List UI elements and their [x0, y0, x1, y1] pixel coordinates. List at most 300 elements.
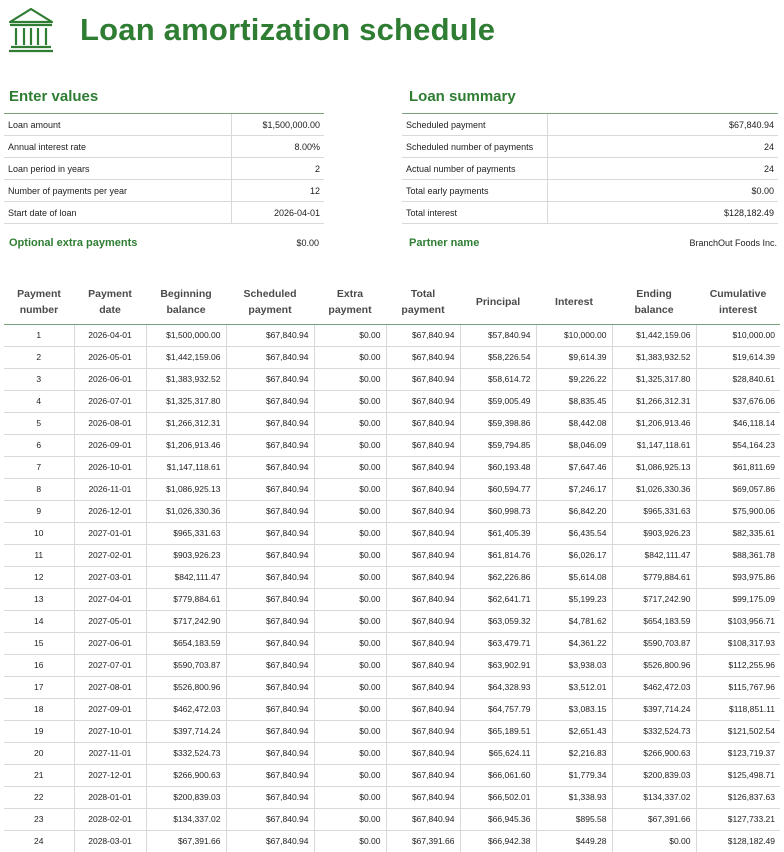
principal-cell: $64,757.79 — [460, 698, 536, 720]
input-row-interest-rate — [4, 136, 324, 158]
table-row — [4, 610, 780, 632]
extra-payment-cell: $0.00 — [314, 346, 386, 368]
summary-row-early-payments — [402, 180, 778, 202]
interest-cell: $6,435.54 — [536, 522, 612, 544]
payment-date-cell: 2026-07-01 — [74, 390, 146, 412]
payment-number-cell: 14 — [4, 610, 74, 632]
interest-cell: $449.28 — [536, 830, 612, 852]
extra-payment-cell: $0.00 — [314, 676, 386, 698]
input-label: Number of payments per year — [4, 180, 232, 201]
column-header-text: payment — [248, 303, 292, 316]
summary-label: Actual number of payments — [402, 158, 548, 179]
payment-number-cell: 20 — [4, 742, 74, 764]
bank-icon — [6, 5, 56, 55]
extra-payment-cell: $0.00 — [314, 522, 386, 544]
cumulative-interest-cell: $75,900.06 — [696, 500, 780, 522]
beginning-balance-cell: $1,442,159.06 — [146, 346, 226, 368]
partner-value[interactable]: BranchOut Foods Inc. — [689, 238, 777, 248]
payment-date-cell: 2027-08-01 — [74, 676, 146, 698]
extra-payment-cell: $0.00 — [314, 500, 386, 522]
loan-amount-value[interactable]: $1,500,000.00 — [262, 119, 320, 130]
beginning-balance-cell: $842,111.47 — [146, 566, 226, 588]
total-payment-cell: $67,840.94 — [386, 346, 460, 368]
interest-cell: $1,338.93 — [536, 786, 612, 808]
interest-cell: $7,246.17 — [536, 478, 612, 500]
principal-cell: $65,624.11 — [460, 742, 536, 764]
total-payment-cell: $67,840.94 — [386, 610, 460, 632]
partner-label: Partner name — [409, 237, 480, 249]
input-label: Loan amount — [4, 114, 232, 135]
payment-date-cell: 2027-06-01 — [74, 632, 146, 654]
ending-balance-cell: $266,900.63 — [612, 742, 696, 764]
total-payment-cell: $67,840.94 — [386, 786, 460, 808]
scheduled-payment-cell: $67,840.94 — [226, 764, 314, 786]
column-header-extra-payment — [314, 280, 386, 324]
ending-balance-cell: $965,331.63 — [612, 500, 696, 522]
interest-cell: $3,083.15 — [536, 698, 612, 720]
total-payment-cell: $67,840.94 — [386, 720, 460, 742]
principal-cell: $63,479.71 — [460, 632, 536, 654]
principal-cell: $60,998.73 — [460, 500, 536, 522]
ending-balance-cell: $1,026,330.36 — [612, 478, 696, 500]
start-date-value[interactable]: 2026-04-01 — [273, 207, 320, 218]
column-header-text: Total — [410, 287, 436, 300]
interest-cell: $10,000.00 — [536, 324, 612, 346]
extra-payment-cell: $0.00 — [314, 478, 386, 500]
actual-count-value: 24 — [763, 163, 774, 174]
column-header-text: Cumulative — [709, 287, 767, 300]
partner-row — [409, 234, 777, 252]
column-header-text: date — [99, 303, 121, 316]
interest-cell: $3,512.01 — [536, 676, 612, 698]
column-header-text: number — [19, 303, 59, 316]
principal-cell: $62,641.71 — [460, 588, 536, 610]
summary-label: Scheduled number of payments — [402, 136, 548, 157]
beginning-balance-cell: $903,926.23 — [146, 544, 226, 566]
beginning-balance-cell: $654,183.59 — [146, 632, 226, 654]
table-row — [4, 742, 780, 764]
input-label: Annual interest rate — [4, 136, 232, 157]
beginning-balance-cell: $266,900.63 — [146, 764, 226, 786]
cumulative-interest-cell: $123,719.37 — [696, 742, 780, 764]
table-row — [4, 566, 780, 588]
beginning-balance-cell: $200,839.03 — [146, 786, 226, 808]
payment-date-cell: 2028-03-01 — [74, 830, 146, 852]
beginning-balance-cell: $590,703.87 — [146, 654, 226, 676]
column-header-text: interest — [719, 303, 757, 316]
payment-number-cell: 5 — [4, 412, 74, 434]
ending-balance-cell: $1,147,118.61 — [612, 434, 696, 456]
interest-cell: $4,781.62 — [536, 610, 612, 632]
payment-number-cell: 7 — [4, 456, 74, 478]
cumulative-interest-cell: $108,317.93 — [696, 632, 780, 654]
total-payment-cell: $67,840.94 — [386, 434, 460, 456]
cumulative-interest-cell: $115,767.96 — [696, 676, 780, 698]
column-header-payment-number — [4, 280, 74, 324]
optional-extra-value[interactable]: $0.00 — [296, 238, 319, 248]
input-row-payments-per-year — [4, 180, 324, 202]
table-row — [4, 786, 780, 808]
input-row-loan-amount — [4, 114, 324, 136]
beginning-balance-cell: $1,086,925.13 — [146, 478, 226, 500]
extra-payment-cell: $0.00 — [314, 566, 386, 588]
interest-cell: $1,779.34 — [536, 764, 612, 786]
principal-cell: $60,193.48 — [460, 456, 536, 478]
summary-row-actual-count — [402, 158, 778, 180]
interest-cell: $5,199.23 — [536, 588, 612, 610]
summary-row-scheduled-count — [402, 136, 778, 158]
beginning-balance-cell: $779,884.61 — [146, 588, 226, 610]
cumulative-interest-cell: $121,502.54 — [696, 720, 780, 742]
principal-cell: $64,328.93 — [460, 676, 536, 698]
beginning-balance-cell: $1,147,118.61 — [146, 456, 226, 478]
input-label: Loan period in years — [4, 158, 232, 179]
optional-extra-label: Optional extra payments — [9, 237, 138, 249]
input-row-loan-period — [4, 158, 324, 180]
interest-cell: $2,216.83 — [536, 742, 612, 764]
enter-values-table — [4, 113, 324, 224]
total-payment-cell: $67,840.94 — [386, 588, 460, 610]
scheduled-payment-cell: $67,840.94 — [226, 522, 314, 544]
beginning-balance-cell: $1,206,913.46 — [146, 434, 226, 456]
column-header-text: Scheduled — [243, 287, 297, 300]
payment-number-cell: 16 — [4, 654, 74, 676]
interest-rate-value[interactable]: 8.00% — [294, 141, 320, 152]
column-header-text: payment — [401, 303, 445, 316]
beginning-balance-cell: $397,714.24 — [146, 720, 226, 742]
cumulative-interest-cell: $69,057.86 — [696, 478, 780, 500]
optional-extra-row — [9, 234, 319, 252]
cumulative-interest-cell: $19,614.39 — [696, 346, 780, 368]
payment-date-cell: 2027-10-01 — [74, 720, 146, 742]
principal-cell: $61,814.76 — [460, 544, 536, 566]
payment-date-cell: 2027-12-01 — [74, 764, 146, 786]
beginning-balance-cell: $332,524.73 — [146, 742, 226, 764]
column-header-text: Interest — [555, 295, 593, 308]
scheduled-payment-cell: $67,840.94 — [226, 390, 314, 412]
scheduled-payment-cell: $67,840.94 — [226, 742, 314, 764]
scheduled-payment-cell: $67,840.94 — [226, 676, 314, 698]
payment-number-cell: 21 — [4, 764, 74, 786]
column-header-cumulative-interest — [696, 280, 780, 324]
cumulative-interest-cell: $127,733.21 — [696, 808, 780, 830]
column-header-scheduled-payment — [226, 280, 314, 324]
payment-number-cell: 4 — [4, 390, 74, 412]
total-payment-cell: $67,840.94 — [386, 390, 460, 412]
ending-balance-cell: $1,442,159.06 — [612, 324, 696, 346]
total-payment-cell: $67,840.94 — [386, 500, 460, 522]
table-row — [4, 478, 780, 500]
beginning-balance-cell: $965,331.63 — [146, 522, 226, 544]
column-header-text: Payment — [88, 287, 132, 300]
payment-number-cell: 18 — [4, 698, 74, 720]
ending-balance-cell: $1,206,913.46 — [612, 412, 696, 434]
extra-payment-cell: $0.00 — [314, 632, 386, 654]
table-row — [4, 632, 780, 654]
payment-number-cell: 24 — [4, 830, 74, 852]
input-label: Start date of loan — [4, 202, 232, 223]
payment-number-cell: 23 — [4, 808, 74, 830]
cumulative-interest-cell: $93,975.86 — [696, 566, 780, 588]
payment-date-cell: 2027-01-01 — [74, 522, 146, 544]
total-payment-cell: $67,840.94 — [386, 566, 460, 588]
extra-payment-cell: $0.00 — [314, 390, 386, 412]
total-interest-value: $128,182.49 — [723, 207, 774, 218]
page-title: Loan amortization schedule — [80, 12, 496, 47]
column-header-ending-balance — [612, 280, 696, 324]
principal-cell: $65,189.51 — [460, 720, 536, 742]
payments-per-year-value[interactable]: 12 — [309, 185, 320, 196]
table-row — [4, 346, 780, 368]
early-payments-value: $0.00 — [751, 185, 774, 196]
principal-cell: $58,614.72 — [460, 368, 536, 390]
total-payment-cell: $67,840.94 — [386, 676, 460, 698]
payment-date-cell: 2026-04-01 — [74, 324, 146, 346]
payment-number-cell: 6 — [4, 434, 74, 456]
table-row — [4, 434, 780, 456]
interest-cell: $8,835.45 — [536, 390, 612, 412]
extra-payment-cell: $0.00 — [314, 544, 386, 566]
principal-cell: $59,398.86 — [460, 412, 536, 434]
interest-cell: $8,442.08 — [536, 412, 612, 434]
table-row — [4, 456, 780, 478]
table-row — [4, 544, 780, 566]
cumulative-interest-cell: $126,837.63 — [696, 786, 780, 808]
ending-balance-cell: $779,884.61 — [612, 566, 696, 588]
cumulative-interest-cell: $46,118.14 — [696, 412, 780, 434]
cumulative-interest-cell: $118,851.11 — [696, 698, 780, 720]
cumulative-interest-cell: $99,175.09 — [696, 588, 780, 610]
scheduled-payment-cell: $67,840.94 — [226, 698, 314, 720]
cumulative-interest-cell: $28,840.61 — [696, 368, 780, 390]
ending-balance-cell: $462,472.03 — [612, 676, 696, 698]
loan-summary-heading: Loan summary — [409, 88, 516, 105]
payment-date-cell: 2026-10-01 — [74, 456, 146, 478]
total-payment-cell: $67,840.94 — [386, 412, 460, 434]
scheduled-payment-cell: $67,840.94 — [226, 478, 314, 500]
total-payment-cell: $67,840.94 — [386, 478, 460, 500]
input-row-start-date — [4, 202, 324, 224]
payment-number-cell: 15 — [4, 632, 74, 654]
table-row — [4, 324, 780, 346]
extra-payment-cell: $0.00 — [314, 654, 386, 676]
table-row — [4, 588, 780, 610]
column-header-principal — [460, 280, 536, 324]
scheduled-payment-cell: $67,840.94 — [226, 654, 314, 676]
ending-balance-cell: $134,337.02 — [612, 786, 696, 808]
beginning-balance-cell: $1,383,932.52 — [146, 368, 226, 390]
ending-balance-cell: $903,926.23 — [612, 522, 696, 544]
payment-number-cell: 22 — [4, 786, 74, 808]
principal-cell: $57,840.94 — [460, 324, 536, 346]
table-row — [4, 368, 780, 390]
extra-payment-cell: $0.00 — [314, 830, 386, 852]
payment-number-cell: 13 — [4, 588, 74, 610]
interest-cell: $5,614.08 — [536, 566, 612, 588]
table-row — [4, 676, 780, 698]
scheduled-payment-cell: $67,840.94 — [226, 786, 314, 808]
payment-number-cell: 1 — [4, 324, 74, 346]
principal-cell: $66,945.36 — [460, 808, 536, 830]
scheduled-payment-cell: $67,840.94 — [226, 544, 314, 566]
extra-payment-cell: $0.00 — [314, 720, 386, 742]
principal-cell: $63,902.91 — [460, 654, 536, 676]
table-body — [4, 324, 780, 852]
cumulative-interest-cell: $10,000.00 — [696, 324, 780, 346]
column-header-beginning-balance — [146, 280, 226, 324]
total-payment-cell: $67,840.94 — [386, 522, 460, 544]
payment-number-cell: 3 — [4, 368, 74, 390]
payment-number-cell: 19 — [4, 720, 74, 742]
total-payment-cell: $67,840.94 — [386, 698, 460, 720]
scheduled-payment-cell: $67,840.94 — [226, 324, 314, 346]
ending-balance-cell: $397,714.24 — [612, 698, 696, 720]
scheduled-payment-cell: $67,840.94 — [226, 808, 314, 830]
interest-cell: $2,651.43 — [536, 720, 612, 742]
interest-cell: $3,938.03 — [536, 654, 612, 676]
scheduled-payment-cell: $67,840.94 — [226, 368, 314, 390]
principal-cell: $59,005.49 — [460, 390, 536, 412]
scheduled-payment-cell: $67,840.94 — [226, 588, 314, 610]
interest-cell: $4,361.22 — [536, 632, 612, 654]
title-row — [6, 4, 495, 56]
ending-balance-cell: $1,266,312.31 — [612, 390, 696, 412]
payment-date-cell: 2026-05-01 — [74, 346, 146, 368]
column-header-text: Payment — [17, 287, 61, 300]
beginning-balance-cell: $1,026,330.36 — [146, 500, 226, 522]
payment-date-cell: 2026-12-01 — [74, 500, 146, 522]
beginning-balance-cell: $717,242.90 — [146, 610, 226, 632]
interest-cell: $6,842.20 — [536, 500, 612, 522]
column-header-text: Ending — [636, 287, 672, 300]
enter-values-heading: Enter values — [9, 88, 99, 105]
ending-balance-cell: $1,325,317.80 — [612, 368, 696, 390]
extra-payment-cell: $0.00 — [314, 808, 386, 830]
table-row — [4, 390, 780, 412]
extra-payment-cell: $0.00 — [314, 588, 386, 610]
column-header-text: payment — [328, 303, 372, 316]
ending-balance-cell: $332,524.73 — [612, 720, 696, 742]
table-row — [4, 764, 780, 786]
payment-number-cell: 8 — [4, 478, 74, 500]
scheduled-payment-cell: $67,840.94 — [226, 610, 314, 632]
interest-cell: $7,647.46 — [536, 456, 612, 478]
scheduled-payment-cell: $67,840.94 — [226, 434, 314, 456]
extra-payment-cell: $0.00 — [314, 434, 386, 456]
payment-date-cell: 2027-05-01 — [74, 610, 146, 632]
cumulative-interest-cell: $103,956.71 — [696, 610, 780, 632]
extra-payment-cell: $0.00 — [314, 764, 386, 786]
total-payment-cell: $67,840.94 — [386, 456, 460, 478]
extra-payment-cell: $0.00 — [314, 324, 386, 346]
extra-payment-cell: $0.00 — [314, 610, 386, 632]
principal-cell: $58,226.54 — [460, 346, 536, 368]
cumulative-interest-cell: $88,361.78 — [696, 544, 780, 566]
scheduled-payment-cell: $67,840.94 — [226, 500, 314, 522]
total-payment-cell: $67,840.94 — [386, 632, 460, 654]
scheduled-payment-cell: $67,840.94 — [226, 456, 314, 478]
cumulative-interest-cell: $112,255.96 — [696, 654, 780, 676]
table-row — [4, 654, 780, 676]
payment-date-cell: 2027-03-01 — [74, 566, 146, 588]
cumulative-interest-cell: $54,164.23 — [696, 434, 780, 456]
loan-period-value[interactable]: 2 — [314, 163, 320, 174]
summary-row-total-interest — [402, 202, 778, 224]
column-header-payment-date — [74, 280, 146, 324]
ending-balance-cell: $200,839.03 — [612, 764, 696, 786]
payment-number-cell: 2 — [4, 346, 74, 368]
extra-payment-cell: $0.00 — [314, 368, 386, 390]
total-payment-cell: $67,840.94 — [386, 742, 460, 764]
payment-number-cell: 11 — [4, 544, 74, 566]
payment-date-cell: 2026-06-01 — [74, 368, 146, 390]
cumulative-interest-cell: $125,498.71 — [696, 764, 780, 786]
interest-cell: $6,026.17 — [536, 544, 612, 566]
cumulative-interest-cell: $128,182.49 — [696, 830, 780, 852]
column-header-text: balance — [634, 303, 674, 316]
cumulative-interest-cell: $61,811.69 — [696, 456, 780, 478]
payment-date-cell: 2026-08-01 — [74, 412, 146, 434]
interest-cell: $9,614.39 — [536, 346, 612, 368]
payment-date-cell: 2027-07-01 — [74, 654, 146, 676]
total-payment-cell: $67,840.94 — [386, 544, 460, 566]
column-header-text: balance — [166, 303, 206, 316]
interest-cell: $8,046.09 — [536, 434, 612, 456]
extra-payment-cell: $0.00 — [314, 742, 386, 764]
payment-date-cell: 2028-02-01 — [74, 808, 146, 830]
table-row — [4, 698, 780, 720]
payment-date-cell: 2028-01-01 — [74, 786, 146, 808]
column-header-text: Principal — [475, 295, 521, 308]
extra-payment-cell: $0.00 — [314, 698, 386, 720]
payment-date-cell: 2027-04-01 — [74, 588, 146, 610]
total-payment-cell: $67,840.94 — [386, 368, 460, 390]
principal-cell: $61,405.39 — [460, 522, 536, 544]
ending-balance-cell: $1,086,925.13 — [612, 456, 696, 478]
table-row — [4, 522, 780, 544]
amortization-table — [4, 280, 780, 852]
interest-cell: $895.58 — [536, 808, 612, 830]
beginning-balance-cell: $1,500,000.00 — [146, 324, 226, 346]
ending-balance-cell: $590,703.87 — [612, 632, 696, 654]
table-row — [4, 500, 780, 522]
ending-balance-cell: $717,242.90 — [612, 588, 696, 610]
payment-date-cell: 2027-02-01 — [74, 544, 146, 566]
ending-balance-cell: $67,391.66 — [612, 808, 696, 830]
scheduled-payment-cell: $67,840.94 — [226, 632, 314, 654]
summary-label: Total interest — [402, 202, 548, 223]
total-payment-cell: $67,840.94 — [386, 808, 460, 830]
ending-balance-cell: $654,183.59 — [612, 610, 696, 632]
beginning-balance-cell: $134,337.02 — [146, 808, 226, 830]
table-row — [4, 720, 780, 742]
table-row — [4, 830, 780, 852]
payment-date-cell: 2027-11-01 — [74, 742, 146, 764]
summary-label: Scheduled payment — [402, 114, 548, 135]
principal-cell: $60,594.77 — [460, 478, 536, 500]
payment-number-cell: 9 — [4, 500, 74, 522]
total-payment-cell: $67,840.94 — [386, 764, 460, 786]
ending-balance-cell: $842,111.47 — [612, 544, 696, 566]
extra-payment-cell: $0.00 — [314, 456, 386, 478]
scheduled-payment-value: $67,840.94 — [728, 119, 774, 130]
column-header-text: Beginning — [160, 287, 212, 300]
scheduled-payment-cell: $67,840.94 — [226, 412, 314, 434]
column-header-text: Extra — [336, 287, 364, 300]
extra-payment-cell: $0.00 — [314, 412, 386, 434]
table-header-row — [4, 280, 780, 324]
beginning-balance-cell: $526,800.96 — [146, 676, 226, 698]
